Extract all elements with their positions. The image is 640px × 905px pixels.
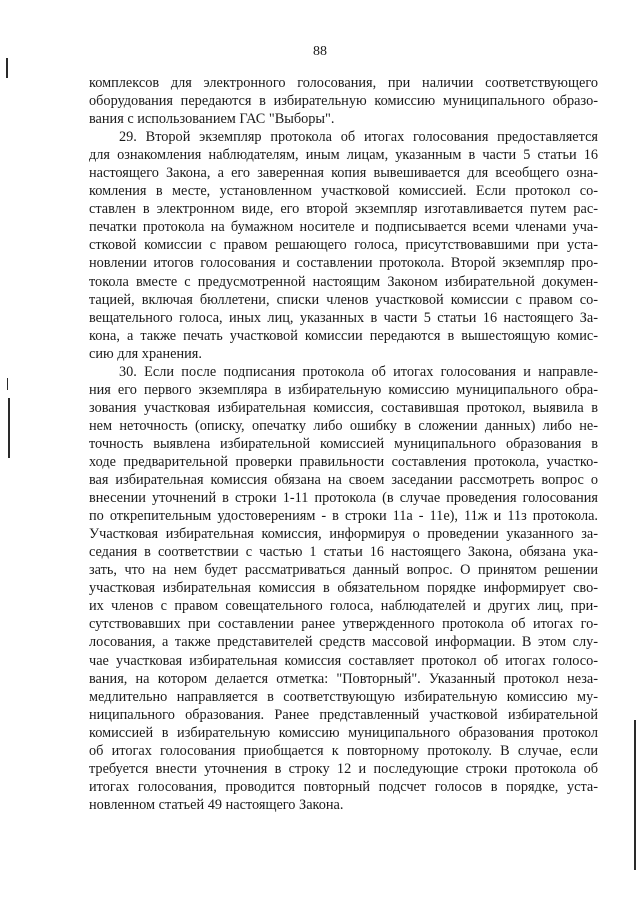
text-line: печатки протокола на бумажном носителе и подписывается всеми членами уча- [89, 219, 598, 236]
text-line: тацией, включая бюллетени, списки членов участковой комиссии с правом со- [89, 291, 598, 308]
scan-edge-mark [7, 378, 8, 390]
text-line: итогах голосования, проводится повторный подсчет голосов в порядке, уста- [89, 778, 598, 795]
text-line: седания в соответствии с частью 1 статьи 16 настоящего Закона, обязана ука- [89, 544, 598, 561]
text-line: сию для хранения. [89, 345, 202, 362]
text-line: оборудования передаются в избирательную комиссию муниципального образо- [89, 93, 598, 110]
text-line: кона, а также печать участковой комиссии передаются в вышестоящую комис- [89, 327, 598, 344]
text-line: об итогах голосования приобщается к повторному протоколу. В случае, если [89, 742, 598, 759]
text-line: медлительно направляется в соответствующую избирательную комиссию му- [89, 688, 598, 705]
text-line: 30. Если после подписания протокола об итогах голосования и направле- [119, 363, 598, 380]
text-line: внесении уточнений в строки 1-11 протокола (в случае проведения голосования [89, 490, 598, 507]
scan-edge-mark [6, 58, 8, 78]
text-line: сутствовавших при составлении ранее утвержденного протокола об итогах го- [89, 616, 598, 633]
text-line: настоящего Закона, а его заверенная копия вывешивается для всеобщего озна- [89, 165, 598, 182]
text-line: комления в месте, установленном участковой комиссией. Если протокол со- [89, 183, 598, 200]
text-line: точность выявлена избирательной комиссией муниципального образования в [89, 435, 598, 452]
text-line: ставлен в электронном виде, его второй экземпляр изготавливается путем рас- [89, 201, 598, 218]
text-line: ниципального образования. Ранее представленный участковой избирательной [89, 706, 598, 723]
text-line: участковая избирательная комиссия в обязательном порядке информирует сво- [89, 580, 598, 597]
text-line: вещательного голоса, иных лиц, указанных в части 5 статьи 16 настоящего За- [89, 309, 598, 326]
text-line: комиссией в избирательную комиссию муниципального образования протокол [89, 724, 598, 741]
scan-edge-mark [8, 398, 10, 458]
text-line: для ознакомления наблюдателям, иным лицам, указанным в части 5 статьи 16 [89, 147, 598, 164]
text-line: лосования, а также представителей средств массовой информации. В этом слу- [89, 634, 598, 651]
text-line: ния его первого экземпляра в избирательную комиссию муниципального обра- [89, 381, 598, 398]
text-line: ходе предварительной проверки правильности составления протокола, участко- [89, 453, 598, 470]
text-line: чае участковая избирательная комиссия составляет протокол об итогах голосо- [89, 652, 598, 669]
text-line: токола вместе с предусмотренной настоящим Законом избирательной докумен- [89, 273, 598, 290]
text-line: зать, что на нем будет рассматриваться данный вопрос. О принятом решении [89, 562, 598, 579]
text-line: комплексов для электронного голосования, при наличии соответствующего [89, 75, 598, 91]
text-line: вания с использованием ГАС "Выборы". [89, 111, 335, 128]
text-line: требуется внести уточнения в строку 12 и последующие строки протокола об [89, 760, 598, 777]
document-body [89, 74, 598, 814]
text-line: стковой комиссии с правом решающего голоса, присутствовавшими при уста- [89, 237, 598, 254]
scan-edge-mark [634, 720, 636, 870]
text-line: по открепительным удостоверениям - в строки 11а - 11е), 11ж и 11з протокола. [89, 508, 598, 525]
text-line: их членов с правом совещательного голоса, наблюдателей и других лиц, при- [89, 598, 598, 615]
text-line: новленном статьей 49 настоящего Закона. [89, 796, 344, 813]
text-line: зования участковая избирательная комиссия, составившая протокол, выявила в [89, 399, 598, 416]
text-line: вая избирательная комиссия обязана на своем заседании рассмотреть вопрос о [89, 472, 598, 489]
page-number: 88 [313, 44, 327, 59]
text-line: Участковая избирательная комиссия, информируя о проведении указанного за- [89, 526, 598, 543]
text-line: нем неточность (описку, опечатку либо ошибку в сложении данных) либо не- [89, 417, 598, 434]
text-line: новлении итогов голосования и составлении протокола. Второй экземпляр про- [89, 255, 598, 272]
text-line: вания, на котором делается отметка: "Повторный". Указанный протокол неза- [89, 670, 598, 687]
text-line: 29. Второй экземпляр протокола об итогах голосования предоставляется [119, 129, 598, 146]
